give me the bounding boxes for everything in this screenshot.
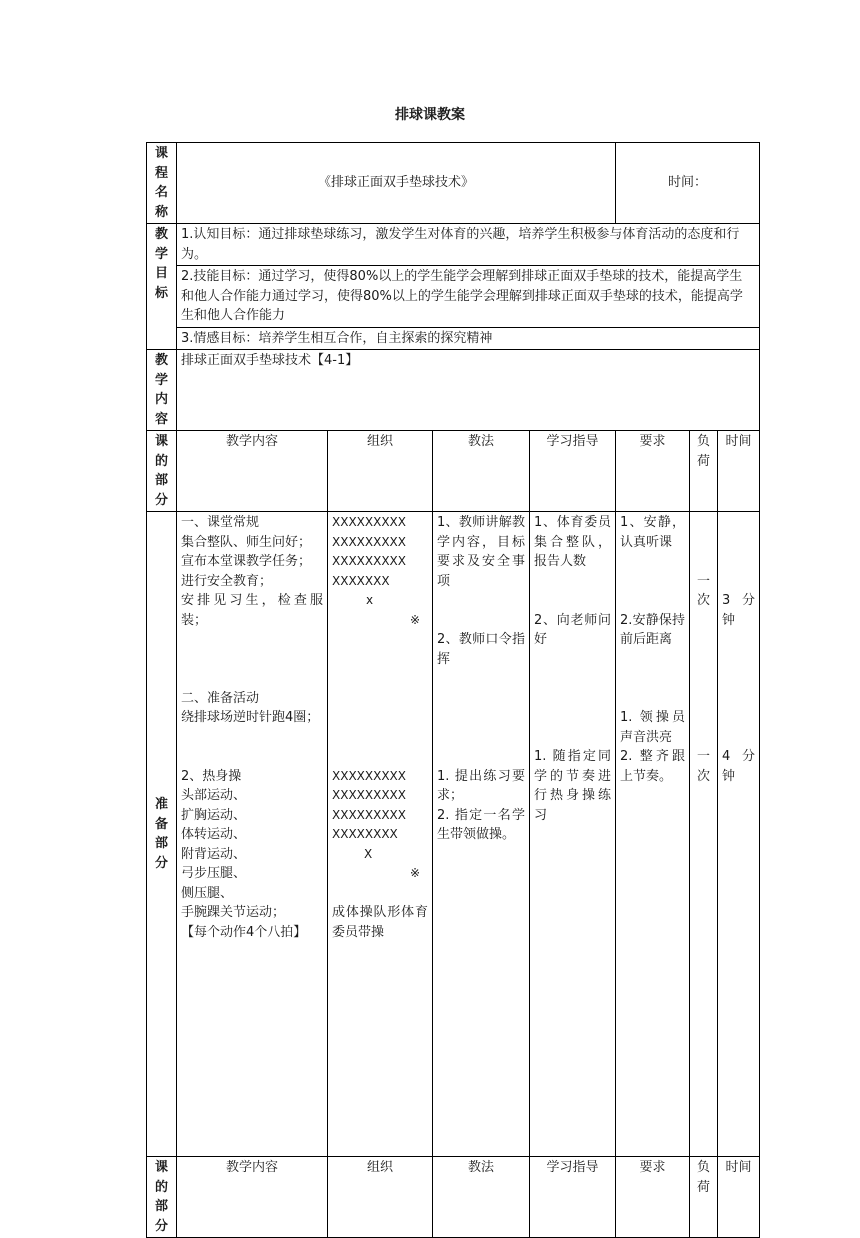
formation-row: XXXXXXXXX: [332, 768, 406, 783]
require-item: 1、安静，认真听课: [620, 515, 686, 550]
formation-row: XXXXXXXX: [332, 827, 398, 841]
exercise-item: 附背运动、: [181, 846, 247, 862]
load-value: 一次: [697, 749, 711, 784]
header-time: 时间: [718, 431, 760, 512]
exercise-title: 2、热身操: [181, 768, 242, 784]
exercise-note: 【每个动作4个八拍】: [181, 924, 307, 940]
prep-part-label: 准备部分: [147, 512, 177, 1157]
routine-item: 集合整队、师生问好；: [181, 534, 312, 550]
content-row: [147, 350, 760, 431]
column-header-row: [147, 431, 760, 512]
prep-org-cell: [328, 512, 433, 1157]
exercise-item: 头部运动、: [181, 788, 247, 803]
method-item: 2、教师口令指挥: [437, 632, 525, 667]
course-name: 《排球正面双手垫球技术》: [177, 143, 616, 224]
header-method: 教法: [433, 1157, 530, 1238]
formation-row: XXXXXXXXX: [332, 807, 406, 822]
header-part: 课的部分: [147, 431, 177, 512]
formation-row: XXXXXXXXX: [332, 534, 406, 549]
header-method: 教法: [433, 431, 530, 512]
guide-item: 1、体育委员集合整队，报告人数: [534, 515, 612, 569]
formation-row: XXXXXXXXX: [332, 788, 406, 802]
formation-note: 成体操队形体育委员带操: [332, 905, 428, 940]
formation-row: XXXXXXXXX: [332, 515, 406, 529]
load-value: 一次: [697, 573, 711, 608]
goal-row-cognitive: [147, 224, 760, 266]
routine-title: 一、课堂常规: [181, 515, 260, 530]
prep-time-cell: [718, 512, 760, 1157]
header-content: 教学内容: [177, 1157, 328, 1238]
exercise-item: 弓步压腿、: [181, 866, 247, 881]
header-guide: 学习指导: [530, 431, 616, 512]
header-load: 负荷: [690, 1157, 718, 1238]
goal-row-emotion: [147, 327, 760, 350]
warmup-title: 二、准备活动: [181, 690, 260, 706]
require-item: 2. 整齐跟上节奏。: [620, 749, 686, 784]
time-value: 3分钟: [722, 593, 756, 628]
prep-require-cell: [616, 512, 690, 1157]
method-item: 1、教师讲解教学内容，目标要求及安全事项: [437, 515, 525, 589]
formation-mark: ※: [409, 612, 420, 627]
prep-load-cell: [690, 512, 718, 1157]
guide-item: 2、向老师问好: [534, 612, 612, 647]
prep-guide-cell: [530, 512, 616, 1157]
header-content: 教学内容: [177, 431, 328, 512]
guide-item: 1. 随指定同学的节奏进行热身操练习: [534, 749, 612, 823]
method-item: 2. 指定一名学生带领做操。: [437, 807, 525, 842]
header-part: 课的部分: [147, 1157, 177, 1238]
prep-content-cell: [177, 512, 328, 1157]
header-org: 组织: [328, 431, 433, 512]
header-require: 要求: [616, 1157, 690, 1238]
content-label: 教学内容: [147, 350, 177, 431]
goal-emotion: 3.情感目标：培养学生相互合作，自主探索的探究精神: [177, 327, 760, 350]
exercise-item: 体转运动、: [181, 827, 247, 842]
routine-item: 宣布本堂课教学任务；: [181, 554, 312, 569]
time-value: 4分钟: [722, 749, 756, 784]
header-load: 负荷: [690, 431, 718, 512]
goal-row-skill: [147, 266, 760, 328]
prep-row: [147, 512, 760, 1157]
exercise-item: 扩胸运动、: [181, 807, 247, 823]
goals-label: 教学目标: [147, 224, 177, 350]
routine-item: 进行安全教育；: [181, 573, 273, 589]
page-title: 排球课教案: [395, 107, 465, 123]
require-item: 2.安静保持前后距离: [620, 612, 686, 647]
header-require: 要求: [616, 431, 690, 512]
course-label: 课程名称: [147, 143, 177, 224]
method-item: 1. 提出练习要求；: [437, 768, 525, 803]
require-item: 1. 领操员声音洪亮: [620, 710, 686, 745]
content-value: 排球正面双手垫球技术【4-1】: [177, 350, 760, 431]
formation-row: XXXXXXXXX: [332, 554, 406, 568]
formation-teacher: X: [364, 846, 373, 861]
prep-method-cell: [433, 512, 530, 1157]
lesson-plan-table: [146, 142, 760, 1238]
header-guide: 学习指导: [530, 1157, 616, 1238]
column-header-row: [147, 1157, 760, 1238]
course-row: [147, 143, 760, 224]
warmup-run: 绕排球场逆时针跑4圈；: [181, 710, 320, 725]
routine-item: 安排见习生，检查服装；: [181, 593, 323, 628]
goal-skill: 2.技能目标：通过学习，使得80%以上的学生能学会理解到排球正面双手垫球的技术，能提高学生和他人合作能力通过学习，使得80%以上的学生能学会理解到排球正面双手垫球的技术，能提高学生和他人合作能力: [177, 266, 760, 328]
course-time: 时间：: [616, 143, 760, 224]
formation-mark: ※: [409, 866, 420, 880]
goal-cognitive: 1.认知目标：通过排球垫球练习，激发学生对体育的兴趣，培养学生积极参与体育活动的态度和行为。: [177, 224, 760, 266]
header-org: 组织: [328, 1157, 433, 1238]
exercise-item: 侧压腿、: [181, 885, 234, 901]
exercise-item: 手腕踝关节运动；: [181, 905, 286, 920]
header-time: 时间: [718, 1157, 760, 1238]
formation-row: XXXXXXX: [332, 573, 390, 588]
formation-teacher: x: [366, 593, 374, 607]
